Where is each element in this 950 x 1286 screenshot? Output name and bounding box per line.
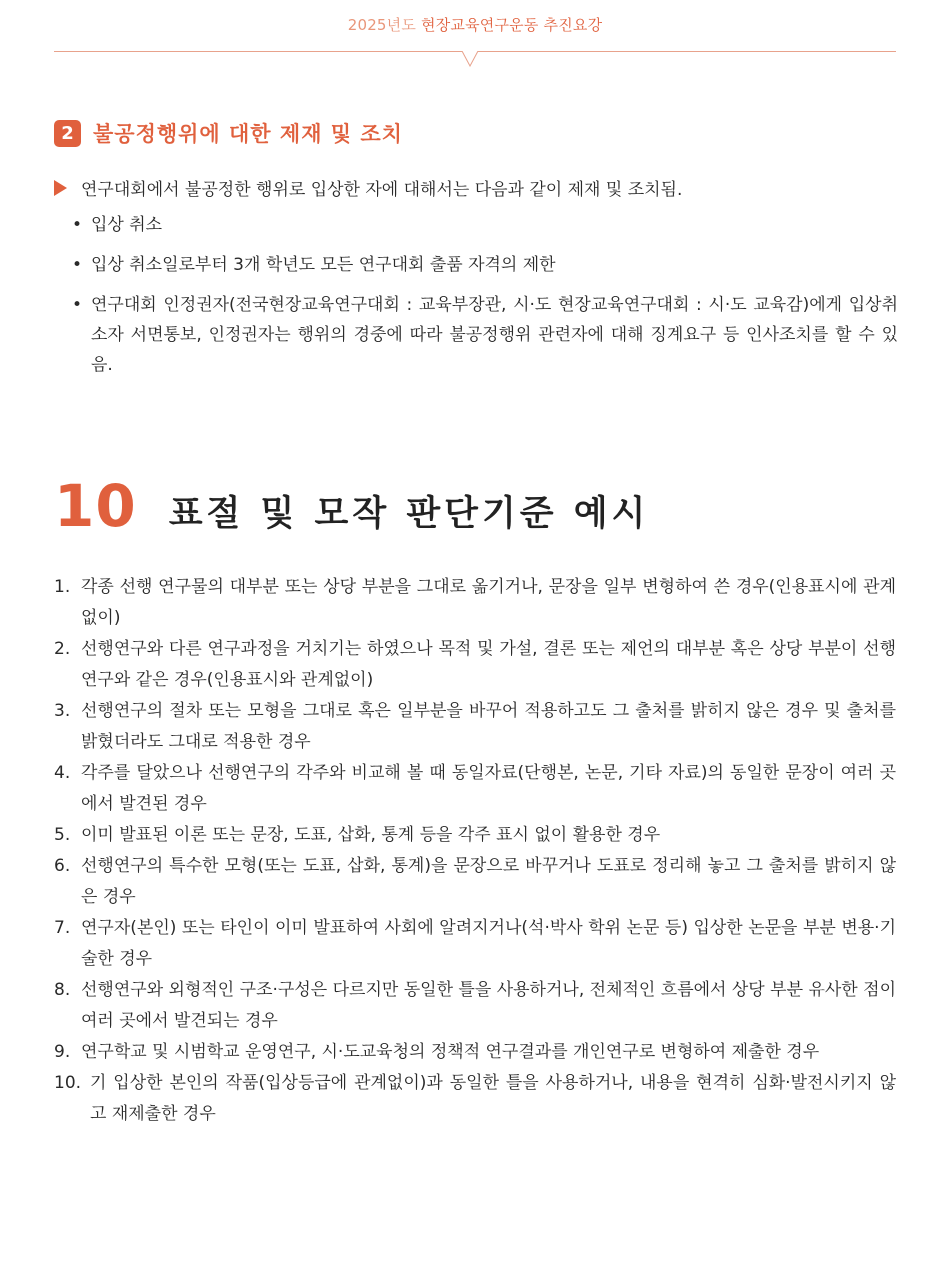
list-item bbox=[54, 634, 896, 696]
header-year: 2025년도 bbox=[347, 16, 417, 34]
sanction-list bbox=[72, 210, 898, 390]
item-text: 선행연구의 절차 또는 모형을 그대로 혹은 일부분을 바꾸어 적용하고도 그 출처를 밝히지 않은 경우 및 출처를 밝혔더라도 그대로 적용한 경우 bbox=[81, 701, 896, 752]
subsection-heading bbox=[54, 118, 403, 148]
item-number: 7. bbox=[54, 918, 71, 938]
item-text: 이미 발표된 이론 또는 문장, 도표, 삽화, 통계 등을 각주 표시 없이 활용한 경우 bbox=[81, 825, 661, 845]
item-text: 각주를 달았으나 선행연구의 각주와 비교해 볼 때 동일자료(단행본, 논문, 기타 자료)의 동일한 문장이 여러 곳에서 발견된 경우 bbox=[81, 763, 896, 814]
section-title: 표절 및 모작 판단기준 예시 bbox=[168, 494, 650, 534]
section-number: 10 bbox=[54, 472, 137, 540]
header-notch-icon bbox=[462, 51, 478, 67]
list-item: • 연구대회 인정권자(전국현장교육연구대회 : 교육부장관, 시·도 현장교육연구대회 : 시·도 교육감)에게 입상취소자 서면통보, 인정권자는 행위의 경중에 따라 불공정행위 관련자에 대해 징계요구 등 인사조치를 할 수 있음. bbox=[72, 290, 898, 380]
list-item bbox=[54, 851, 896, 913]
list-item bbox=[54, 1068, 896, 1130]
item-number: 5. bbox=[54, 825, 71, 845]
item-number: 9. bbox=[54, 1042, 71, 1062]
item-text: 연구학교 및 시범학교 운영연구, 시·도교육청의 정책적 연구결과를 개인연구로 변형하여 제출한 경우 bbox=[81, 1042, 820, 1062]
header-title: 현장교육연구운동 추진요강 bbox=[421, 16, 603, 34]
list-item bbox=[54, 975, 896, 1037]
item-text: 각종 선행 연구물의 대부분 또는 상당 부분을 그대로 옮기거나, 문장을 일부 변형하여 쓴 경우(인용표시에 관계없이) bbox=[81, 577, 896, 628]
criteria-list bbox=[54, 572, 896, 1130]
item-number: 3. bbox=[54, 701, 71, 721]
item-text: 선행연구와 외형적인 구조·구성은 다르지만 동일한 틀을 사용하거나, 전체적인 흐름에서 상당 부분 유사한 점이 여러 곳에서 발견되는 경우 bbox=[81, 980, 896, 1031]
list-item bbox=[54, 913, 896, 975]
item-text: 선행연구와 다른 연구과정을 거치기는 하였으나 목적 및 가설, 결론 또는 제언의 대부분 혹은 상당 부분이 선행연구와 같은 경우(인용표시와 관계없이) bbox=[81, 639, 896, 690]
lead-text: 연구대회에서 불공정한 행위로 입상한 자에 대해서는 다음과 같이 제재 및 조치됨. bbox=[81, 180, 683, 200]
item-number: 1. bbox=[54, 577, 71, 597]
list-item bbox=[54, 758, 896, 820]
item-number: 2. bbox=[54, 639, 71, 659]
subsection-title: 불공정행위에 대한 제재 및 조치 bbox=[93, 122, 403, 146]
list-item bbox=[54, 572, 896, 634]
triangle-bullet-icon bbox=[54, 180, 67, 196]
running-header bbox=[0, 14, 950, 35]
subsection-number-badge: 2 bbox=[54, 120, 81, 147]
item-text: 연구자(본인) 또는 타인이 이미 발표하여 사회에 알려지거나(석·박사 학위 논문 등) 입상한 논문을 부분 변용·기술한 경우 bbox=[81, 918, 896, 969]
item-number: 8. bbox=[54, 980, 71, 1000]
list-item bbox=[54, 696, 896, 758]
item-number: 6. bbox=[54, 856, 71, 876]
list-item bbox=[54, 1037, 896, 1068]
section-heading bbox=[54, 472, 649, 540]
list-item: • 입상 취소일로부터 3개 학년도 모든 연구대회 출품 자격의 제한 bbox=[72, 250, 898, 280]
lead-sentence bbox=[54, 175, 904, 200]
item-text: 선행연구의 특수한 모형(또는 도표, 삽화, 통계)을 문장으로 바꾸거나 도표로 정리해 놓고 그 출처를 밝히지 않은 경우 bbox=[81, 856, 896, 907]
item-number: 10. bbox=[54, 1073, 82, 1093]
item-text: 기 입상한 본인의 작품(입상등급에 관계없이)과 동일한 틀을 사용하거나, 내용을 현격히 심화·발전시키지 않고 재제출한 경우 bbox=[90, 1073, 896, 1124]
item-number: 4. bbox=[54, 763, 71, 783]
list-item: • 입상 취소 bbox=[72, 210, 898, 240]
list-item bbox=[54, 820, 896, 851]
